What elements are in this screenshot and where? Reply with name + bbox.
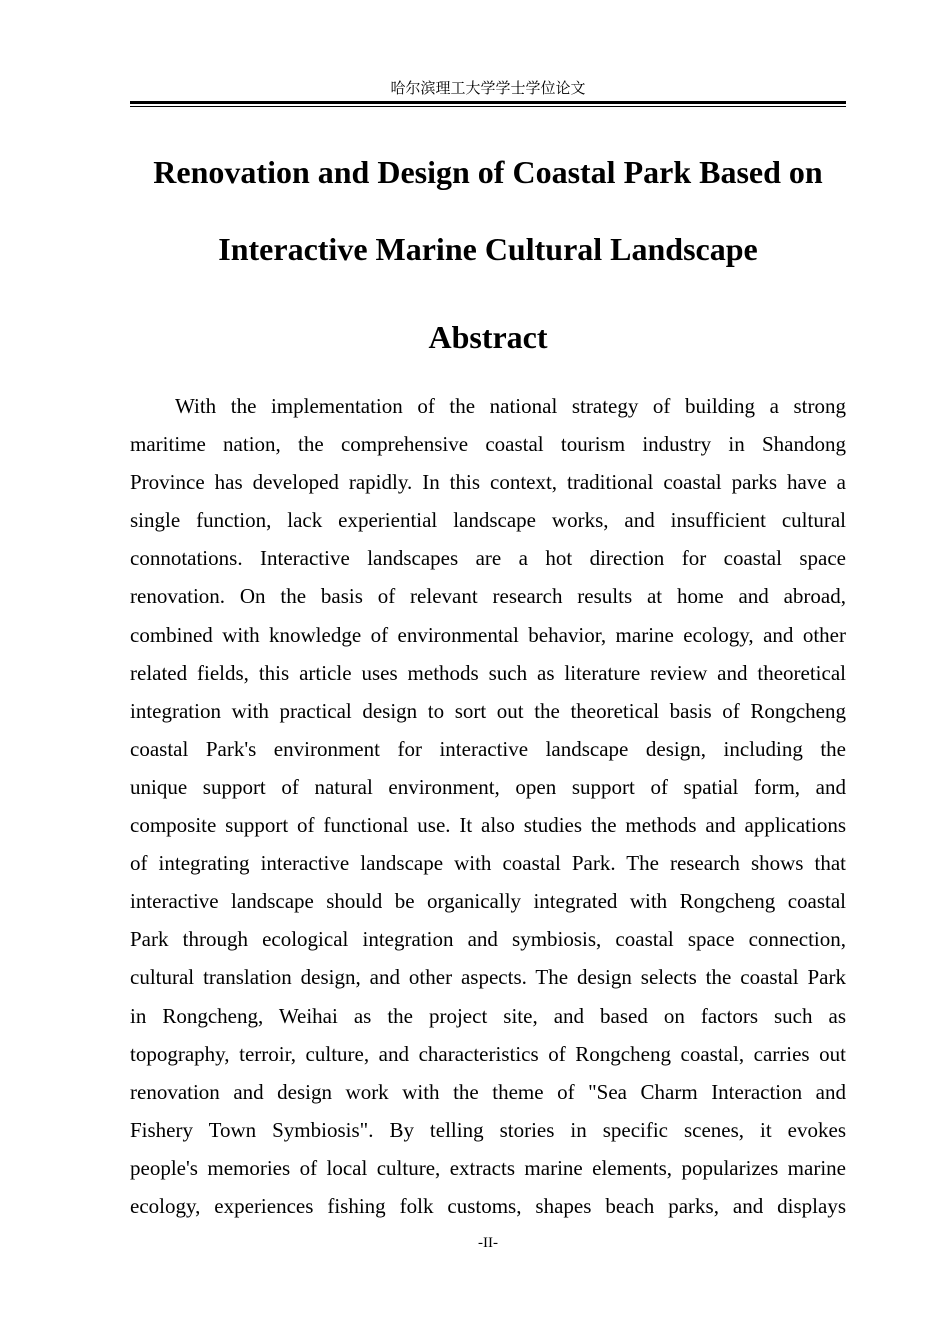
abstract-line: people's memories of local culture, extracts marine elements, popularizes marine <box>130 1155 846 1180</box>
page-number: -II- <box>478 1235 498 1251</box>
abstract-line: connotations. Interactive landscapes are a hot direction for coastal space <box>130 546 846 571</box>
abstract-line: interactive landscape should be organically integrated with Rongcheng coastal <box>130 889 846 914</box>
abstract-line: composite support of functional use. It also studies the methods and applications <box>130 813 846 838</box>
abstract-line: renovation and design work with the theme of "Sea Charm Interaction and <box>130 1079 846 1104</box>
abstract-line: Province has developed rapidly. In this context, traditional coastal parks have a <box>130 470 846 495</box>
abstract-line: integration with practical design to sort out the theoretical basis of Rongcheng <box>130 698 846 723</box>
abstract-line: in Rongcheng, Weihai as the project site, and based on factors such as <box>130 1003 846 1028</box>
running-header: 哈尔滨理工大学学士学位论文 <box>390 79 586 97</box>
thesis-title-line-2: Interactive Marine Cultural Landscape <box>218 231 758 267</box>
abstract-line: related fields, this article uses methods such as literature review and theoretical <box>130 660 846 685</box>
header-rule-thick <box>130 101 846 104</box>
abstract-line: maritime nation, the comprehensive coastal tourism industry in Shandong <box>130 432 846 457</box>
abstract-line: combined with knowledge of environmental behavior, marine ecology, and other <box>130 622 846 647</box>
abstract-line: With the implementation of the national strategy of building a strong <box>175 394 846 418</box>
abstract-line: Park through ecological integration and symbiosis, coastal space connection, <box>130 927 846 952</box>
abstract-line: ecology, experiences fishing folk customs, shapes beach parks, and displays <box>130 1193 846 1218</box>
abstract-line: of integrating interactive landscape with coastal Park. The research shows that <box>130 851 846 876</box>
abstract-heading: Abstract <box>428 319 548 355</box>
thesis-title-line-1: Renovation and Design of Coastal Park Based on <box>153 154 823 190</box>
abstract-line: unique support of natural environment, open support of spatial form, and <box>130 774 846 799</box>
header-rule-thin <box>130 106 846 107</box>
abstract-line: coastal Park's environment for interactive landscape design, including the <box>130 736 846 761</box>
abstract-body <box>130 387 846 1225</box>
abstract-line: cultural translation design, and other aspects. The design selects the coastal Park <box>130 965 846 990</box>
abstract-line: single function, lack experiential landscape works, and insufficient cultural <box>130 508 846 533</box>
abstract-line: topography, terroir, culture, and characteristics of Rongcheng coastal, carries out <box>130 1041 846 1066</box>
abstract-line: renovation. On the basis of relevant research results at home and abroad, <box>130 584 846 609</box>
abstract-line: Fishery Town Symbiosis". By telling stories in specific scenes, it evokes <box>130 1117 846 1142</box>
